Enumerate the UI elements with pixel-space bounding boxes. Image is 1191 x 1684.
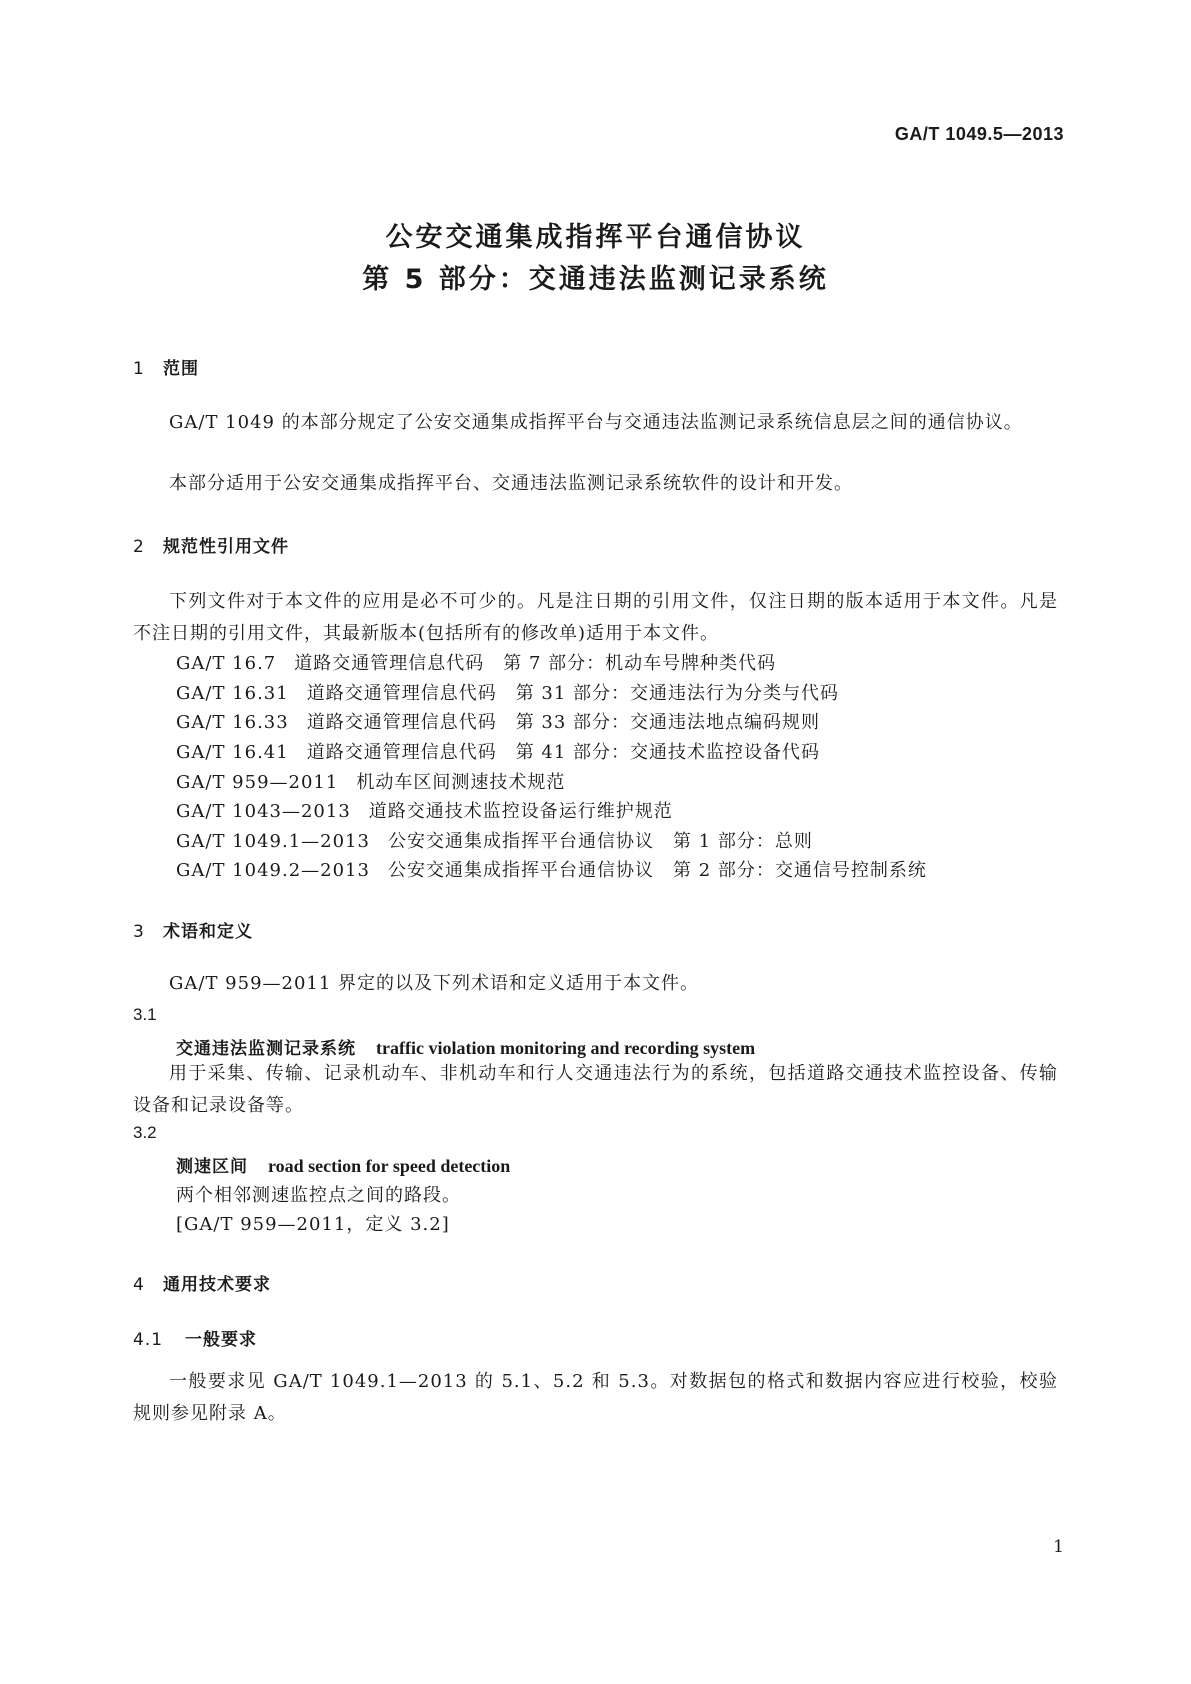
section-number: 4 — [133, 1275, 145, 1295]
section-number: 1 — [133, 359, 145, 379]
section-2-heading — [133, 532, 289, 557]
term-definition: 两个相邻测速监控点之间的路段。 — [176, 1185, 461, 1206]
term-source: [GA/T 959—2011，定义 3.2] — [176, 1214, 450, 1235]
term-number: 3.2 — [133, 1123, 157, 1142]
reference-code: GA/T 16.7 — [176, 653, 277, 674]
reference-code: GA/T 16.31 — [176, 683, 289, 704]
term-definition: 用于采集、传输、记录机动车、非机动车和行人交通违法行为的系统，包括道路交通技术监控设备、传输设备和记录设备等。 — [133, 1063, 1058, 1116]
document-title-line2: 第 5 部分：交通违法监测记录系统 — [362, 264, 829, 295]
reference-title: 道路交通管理信息代码 第 31 部分：交通违法行为分类与代码 — [306, 683, 840, 704]
term-number: 3.1 — [133, 1005, 157, 1024]
reference-code: GA/T 959—2011 — [176, 772, 339, 793]
section-title: 术语和定义 — [163, 922, 253, 942]
term-name-zh: 交通违法监测记录系统 — [176, 1039, 356, 1059]
reference-title: 机动车区间测速技术规范 — [356, 772, 566, 793]
section-3-paragraph-1: GA/T 959—2011 界定的以及下列术语和定义适用于本文件。 — [169, 973, 700, 994]
reference-title: 道路交通管理信息代码 第 7 部分：机动车号牌种类代码 — [294, 653, 777, 674]
section-title: 规范性引用文件 — [163, 537, 289, 557]
reference-code: GA/T 16.33 — [176, 712, 289, 733]
section-4-heading — [133, 1270, 271, 1295]
term-name — [176, 1034, 755, 1059]
section-2-paragraph-1: 下列文件对于本文件的应用是必不可少的。凡是注日期的引用文件，仅注日期的版本适用于本文件。凡是不注日期的引用文件，其最新版本(包括所有的修改单)适用于本文件。 — [133, 591, 1058, 644]
section-1-paragraph-2: 本部分适用于公安交通集成指挥平台、交通违法监测记录系统软件的设计和开发。 — [169, 473, 853, 494]
section-title: 范围 — [163, 359, 199, 379]
reference-title: 道路交通管理信息代码 第 41 部分：交通技术监控设备代码 — [306, 742, 821, 763]
reference-title: 公安交通集成指挥平台通信协议 第 1 部分：总则 — [387, 831, 813, 852]
subsection-number: 4.1 — [133, 1330, 164, 1350]
reference-title: 道路交通管理信息代码 第 33 部分：交通违法地点编码规则 — [306, 712, 821, 733]
reference-title: 公安交通集成指挥平台通信协议 第 2 部分：交通信号控制系统 — [387, 860, 927, 881]
section-number: 2 — [133, 537, 145, 557]
document-title-line1: 公安交通集成指挥平台通信协议 — [385, 222, 806, 253]
reference-item — [176, 679, 839, 705]
reference-item — [176, 797, 673, 823]
term-name-en: road section for speed detection — [268, 1156, 511, 1176]
term-name — [176, 1152, 510, 1177]
reference-code: GA/T 1049.1—2013 — [176, 831, 370, 852]
reference-code: GA/T 1049.2—2013 — [176, 860, 370, 881]
term-name-zh: 测速区间 — [176, 1157, 248, 1177]
reference-item — [176, 827, 813, 853]
reference-item — [176, 708, 820, 734]
reference-code: GA/T 16.41 — [176, 742, 289, 763]
term-name-en: traffic violation monitoring and recording system — [376, 1038, 756, 1058]
reference-item — [176, 768, 565, 794]
reference-code: GA/T 1043—2013 — [176, 801, 351, 822]
reference-title: 道路交通技术监控设备运行维护规范 — [368, 801, 673, 822]
reference-item — [176, 649, 776, 675]
section-title: 通用技术要求 — [163, 1275, 271, 1295]
reference-item — [176, 738, 820, 764]
subsection-4-1-paragraph: 一般要求见 GA/T 1049.1—2013 的 5.1、5.2 和 5.3。对数据包的格式和数据内容应进行校验，校验规则参见附录 A。 — [133, 1371, 1058, 1424]
section-1-paragraph-1: GA/T 1049 的本部分规定了公安交通集成指挥平台与交通违法监测记录系统信息层之间的通信协议。 — [169, 412, 1023, 433]
page-number: 1 — [1053, 1537, 1064, 1557]
section-number: 3 — [133, 922, 145, 942]
standard-code: GA/T 1049.5—2013 — [894, 124, 1064, 144]
section-1-heading — [133, 354, 199, 379]
subsection-4-1-heading — [133, 1325, 257, 1350]
subsection-title: 一般要求 — [185, 1330, 257, 1350]
section-3-heading — [133, 917, 253, 942]
reference-item — [176, 856, 927, 882]
